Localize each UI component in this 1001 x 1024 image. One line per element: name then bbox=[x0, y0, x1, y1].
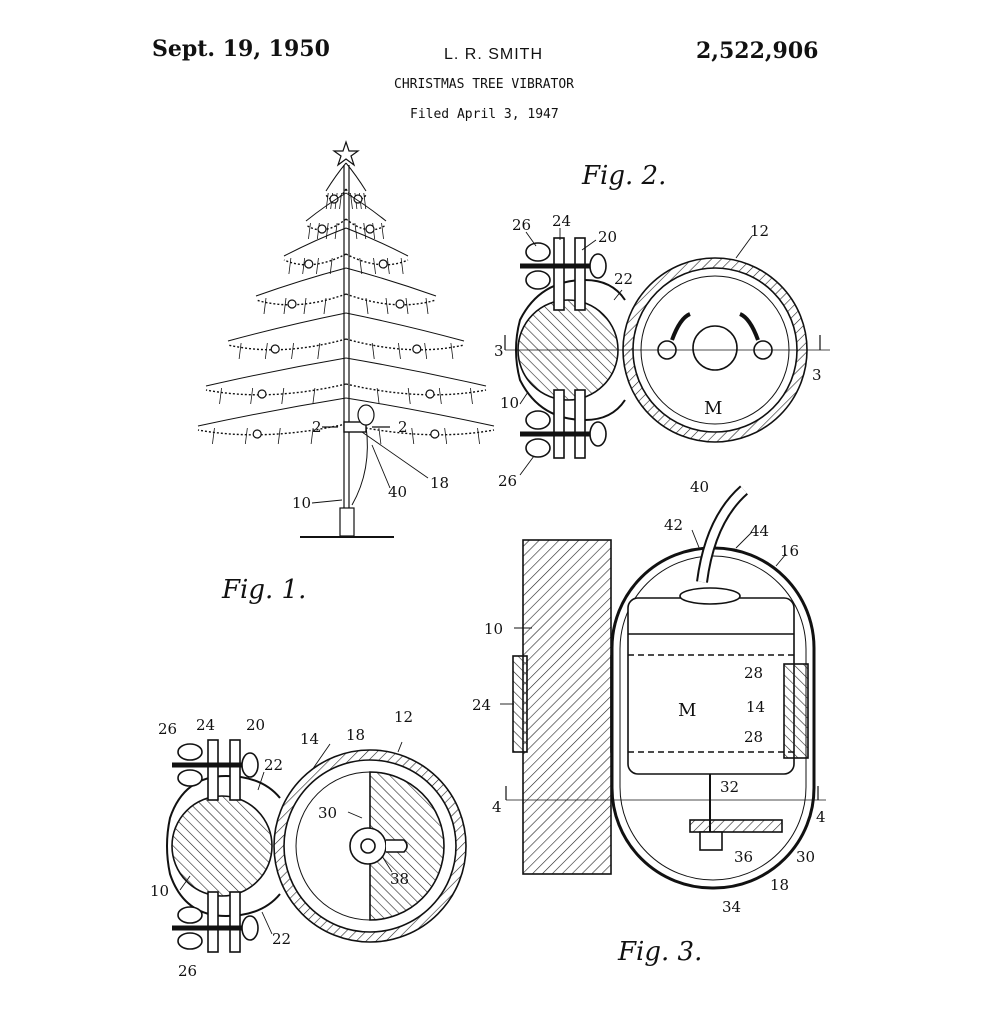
patent-date: Sept. 19, 1950 bbox=[152, 36, 330, 62]
fig3-ref-34: 34 bbox=[722, 898, 742, 916]
fig4-ref-18: 18 bbox=[346, 726, 366, 744]
fig3-label: Fig. 3. bbox=[618, 937, 703, 967]
fig2-ref-12: 12 bbox=[750, 222, 770, 240]
fig2-motor-label: M bbox=[704, 398, 723, 419]
fig3-ref-16: 16 bbox=[780, 542, 800, 560]
fig4-ref-10: 10 bbox=[150, 882, 170, 900]
fig1-ref-2b: 2 bbox=[398, 418, 408, 436]
fig4-ref-26a: 26 bbox=[158, 720, 178, 738]
fig2-ref-10: 10 bbox=[500, 394, 520, 412]
fig3-ref-42: 42 bbox=[664, 516, 684, 534]
fig3-ref-4b: 4 bbox=[816, 808, 826, 826]
fig1-ref-40: 40 bbox=[388, 483, 408, 501]
fig3-ref-14: 14 bbox=[746, 698, 766, 716]
fig1-ref-2a: 2 bbox=[312, 418, 322, 436]
fig3-ref-28b: 28 bbox=[744, 728, 764, 746]
fig4-section-drawing bbox=[167, 740, 466, 952]
fig3-section-drawing bbox=[500, 490, 826, 888]
fig3-ref-4a: 4 bbox=[492, 798, 502, 816]
fig2-ref-22: 22 bbox=[614, 270, 634, 288]
fig2-label: Fig. 2. bbox=[582, 161, 667, 191]
fig2-ref-26a: 26 bbox=[512, 216, 532, 234]
fig1-ref-10: 10 bbox=[292, 494, 312, 512]
fig4-ref-22a: 22 bbox=[264, 756, 284, 774]
fig4-ref-26b: 26 bbox=[178, 962, 198, 980]
fig2-section-drawing bbox=[505, 228, 830, 475]
fig3-motor-label: M bbox=[678, 700, 697, 721]
fig2-ref-20: 20 bbox=[598, 228, 618, 246]
fig4-ref-30: 30 bbox=[318, 804, 338, 822]
fig4-ref-12: 12 bbox=[394, 708, 414, 726]
fig3-ref-40: 40 bbox=[690, 478, 710, 496]
filing-date: Filed April 3, 1947 bbox=[410, 107, 559, 122]
patent-number: 2,522,906 bbox=[696, 38, 819, 64]
fig4-ref-24: 24 bbox=[196, 716, 216, 734]
fig3-ref-36: 36 bbox=[734, 848, 754, 866]
fig3-ref-32: 32 bbox=[720, 778, 740, 796]
fig4-ref-14: 14 bbox=[300, 730, 320, 748]
fig4-ref-22b: 22 bbox=[272, 930, 292, 948]
fig3-ref-30: 30 bbox=[796, 848, 816, 866]
fig3-ref-44: 44 bbox=[750, 522, 770, 540]
fig1-ref-18: 18 bbox=[430, 474, 450, 492]
fig4-ref-20: 20 bbox=[246, 716, 266, 734]
fig3-ref-28a: 28 bbox=[744, 664, 764, 682]
fig1-label: Fig. 1. bbox=[222, 575, 307, 605]
fig4-ref-38: 38 bbox=[390, 870, 410, 888]
fig3-ref-18: 18 bbox=[770, 876, 790, 894]
fig2-ref-3b: 3 bbox=[812, 366, 822, 384]
fig2-ref-26b: 26 bbox=[498, 472, 518, 490]
inventor-name: L. R. SMITH bbox=[444, 46, 544, 63]
fig3-ref-10: 10 bbox=[484, 620, 504, 638]
patent-title: CHRISTMAS TREE VIBRATOR bbox=[394, 77, 575, 92]
fig2-ref-24: 24 bbox=[552, 212, 572, 230]
fig3-ref-24: 24 bbox=[472, 696, 492, 714]
fig1-tree-drawing bbox=[198, 142, 494, 537]
fig2-ref-3a: 3 bbox=[494, 342, 504, 360]
